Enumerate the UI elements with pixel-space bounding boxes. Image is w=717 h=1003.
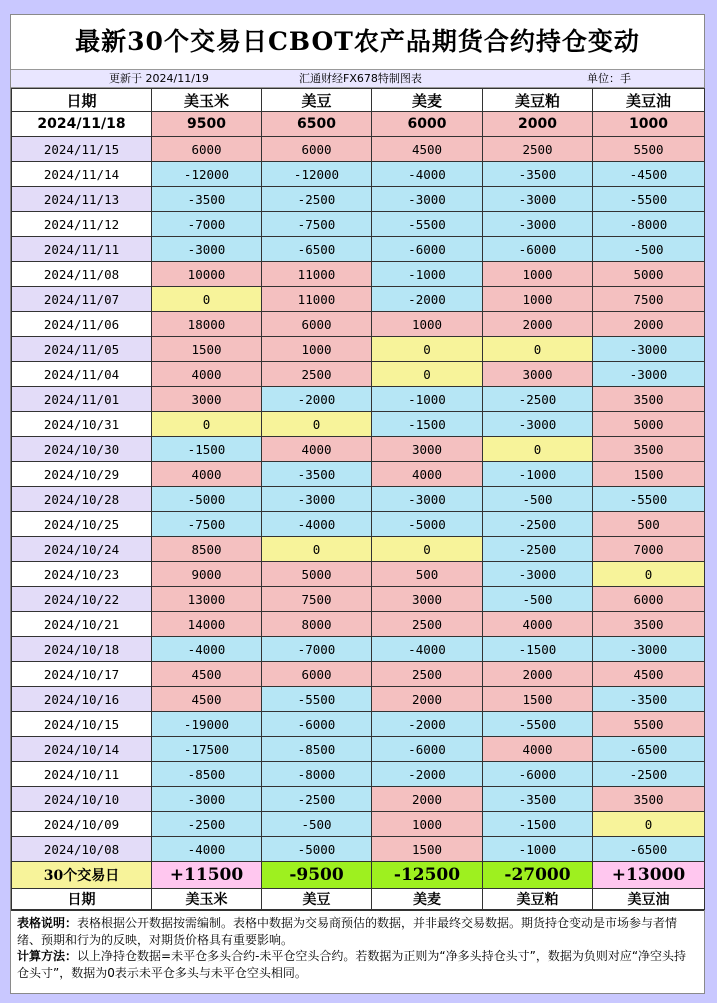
row-value: 7000 — [593, 537, 705, 562]
row-value: 3500 — [593, 612, 705, 637]
row-value: 0 — [593, 562, 705, 587]
row-value: -500 — [593, 237, 705, 262]
footer-col-2: 美麦 — [372, 889, 483, 910]
row-value: 3000 — [372, 587, 483, 612]
row-value: -6000 — [483, 762, 593, 787]
row-value: -3000 — [152, 787, 262, 812]
row-value: 3000 — [483, 362, 593, 387]
row-value: 0 — [372, 337, 483, 362]
row-value: -5000 — [262, 837, 372, 862]
row-value: 11000 — [262, 287, 372, 312]
table-row — [12, 662, 705, 687]
row-value: -8500 — [262, 737, 372, 762]
row-value: -4000 — [152, 637, 262, 662]
latest-value: 1000 — [593, 112, 705, 137]
table-row — [12, 837, 705, 862]
row-date: 2024/10/22 — [12, 587, 152, 612]
row-date: 2024/10/25 — [12, 512, 152, 537]
row-value: -7000 — [262, 637, 372, 662]
table-row — [12, 137, 705, 162]
row-value: 7500 — [593, 287, 705, 312]
total-value: -9500 — [262, 862, 372, 889]
row-value: 500 — [593, 512, 705, 537]
row-date: 2024/10/29 — [12, 462, 152, 487]
row-value: 3500 — [593, 387, 705, 412]
row-date: 2024/11/12 — [12, 212, 152, 237]
row-value: 8500 — [152, 537, 262, 562]
row-value: -1500 — [483, 637, 593, 662]
row-value: -6500 — [593, 837, 705, 862]
description-label: 表格说明： — [17, 916, 78, 930]
row-value: -3500 — [152, 187, 262, 212]
row-value: 2000 — [483, 312, 593, 337]
row-value: -1500 — [152, 437, 262, 462]
row-value: 0 — [483, 437, 593, 462]
row-value: 5000 — [593, 412, 705, 437]
row-value: -3000 — [372, 487, 483, 512]
row-date: 2024/10/21 — [12, 612, 152, 637]
table-row — [12, 687, 705, 712]
row-value: 1500 — [372, 837, 483, 862]
row-value: 4500 — [372, 137, 483, 162]
header-col-1: 美豆 — [262, 89, 372, 112]
row-value: 4500 — [152, 687, 262, 712]
latest-value: 9500 — [152, 112, 262, 137]
row-value: 2000 — [483, 662, 593, 687]
row-value: -1000 — [372, 262, 483, 287]
row-value: -4000 — [152, 837, 262, 862]
row-value: -3000 — [593, 362, 705, 387]
row-value: -3000 — [593, 337, 705, 362]
header-col-3: 美豆粕 — [483, 89, 593, 112]
row-value: 1500 — [593, 462, 705, 487]
row-value: 9000 — [152, 562, 262, 587]
row-value: -2000 — [372, 712, 483, 737]
total-value: -27000 — [483, 862, 593, 889]
row-value: -17500 — [152, 737, 262, 762]
row-value: 4500 — [593, 662, 705, 687]
row-date: 2024/11/01 — [12, 387, 152, 412]
row-date: 2024/10/30 — [12, 437, 152, 462]
row-value: 3000 — [372, 437, 483, 462]
row-value: 4000 — [262, 437, 372, 462]
row-value: 4000 — [152, 462, 262, 487]
row-value: -500 — [483, 487, 593, 512]
source-label: 汇通财经FX678特制图表 — [299, 72, 422, 85]
row-value: -12000 — [152, 162, 262, 187]
table-row — [12, 312, 705, 337]
row-value: -8000 — [593, 212, 705, 237]
latest-value: 2000 — [483, 112, 593, 137]
row-date: 2024/11/04 — [12, 362, 152, 387]
row-value: 4000 — [372, 462, 483, 487]
row-value: 4000 — [483, 612, 593, 637]
row-date: 2024/11/08 — [12, 262, 152, 287]
row-value: -1000 — [483, 462, 593, 487]
calculation-label: 计算方法： — [17, 949, 78, 963]
row-value: -3000 — [372, 187, 483, 212]
notes-block — [11, 910, 704, 981]
table-row — [12, 562, 705, 587]
row-value: 1000 — [372, 812, 483, 837]
row-value: -6000 — [483, 237, 593, 262]
row-value: -3500 — [483, 162, 593, 187]
row-value: -5500 — [262, 687, 372, 712]
row-value: 0 — [372, 362, 483, 387]
row-value: -6500 — [262, 237, 372, 262]
row-value: 2500 — [483, 137, 593, 162]
row-date: 2024/11/11 — [12, 237, 152, 262]
total-label: 30个交易日 — [12, 862, 152, 889]
row-date: 2024/10/16 — [12, 687, 152, 712]
row-date: 2024/10/15 — [12, 712, 152, 737]
row-value: -4000 — [372, 637, 483, 662]
row-value: 18000 — [152, 312, 262, 337]
latest-value: 6500 — [262, 112, 372, 137]
row-value: 6000 — [593, 587, 705, 612]
row-value: 3000 — [152, 387, 262, 412]
table-row — [12, 237, 705, 262]
table-row — [12, 762, 705, 787]
row-value: 0 — [483, 337, 593, 362]
row-date: 2024/10/09 — [12, 812, 152, 837]
row-date: 2024/11/14 — [12, 162, 152, 187]
row-value: 0 — [593, 812, 705, 837]
report-title: 最新30个交易日CBOT农产品期货合约持仓变动 — [11, 15, 704, 70]
row-date: 2024/11/05 — [12, 337, 152, 362]
table-row — [12, 437, 705, 462]
row-value: 10000 — [152, 262, 262, 287]
row-value: 3500 — [593, 787, 705, 812]
row-value: -6000 — [372, 737, 483, 762]
table-description — [17, 915, 698, 948]
row-value: 6000 — [152, 137, 262, 162]
row-value: -5500 — [593, 487, 705, 512]
table-row — [12, 162, 705, 187]
row-value: -5000 — [152, 487, 262, 512]
positions-table — [11, 88, 705, 910]
table-row — [12, 587, 705, 612]
row-value: 7500 — [262, 587, 372, 612]
header-col-2: 美麦 — [372, 89, 483, 112]
row-value: -7500 — [262, 212, 372, 237]
unit-label: 单位：手 — [587, 72, 631, 85]
row-value: -500 — [262, 812, 372, 837]
row-date: 2024/10/11 — [12, 762, 152, 787]
footer-col-0: 美玉米 — [152, 889, 262, 910]
row-value: 1000 — [372, 312, 483, 337]
calculation-method — [17, 948, 698, 981]
footer-col-4: 美豆油 — [593, 889, 705, 910]
row-value: -2500 — [593, 762, 705, 787]
latest-date: 2024/11/18 — [12, 112, 152, 137]
row-date: 2024/11/06 — [12, 312, 152, 337]
row-date: 2024/10/08 — [12, 837, 152, 862]
row-value: -1000 — [483, 837, 593, 862]
row-value: -1500 — [372, 412, 483, 437]
row-value: 6000 — [262, 137, 372, 162]
row-value: 4000 — [152, 362, 262, 387]
table-row — [12, 262, 705, 287]
total-row — [12, 862, 705, 889]
footer-date: 日期 — [12, 889, 152, 910]
row-value: 0 — [152, 412, 262, 437]
row-date: 2024/10/24 — [12, 537, 152, 562]
table-row — [12, 612, 705, 637]
row-value: -4000 — [262, 512, 372, 537]
row-value: -3500 — [593, 687, 705, 712]
table-row — [12, 712, 705, 737]
header-col-4: 美豆油 — [593, 89, 705, 112]
row-value: 0 — [152, 287, 262, 312]
row-value: -2000 — [372, 762, 483, 787]
row-value: -2500 — [152, 812, 262, 837]
row-value: 13000 — [152, 587, 262, 612]
table-row — [12, 787, 705, 812]
row-value: -5500 — [593, 187, 705, 212]
row-value: 5500 — [593, 137, 705, 162]
latest-value: 6000 — [372, 112, 483, 137]
row-value: 2500 — [372, 612, 483, 637]
footer-col-3: 美豆粕 — [483, 889, 593, 910]
row-value: 4500 — [152, 662, 262, 687]
row-date: 2024/11/13 — [12, 187, 152, 212]
row-value: -2500 — [483, 387, 593, 412]
table-row — [12, 537, 705, 562]
row-value: 8000 — [262, 612, 372, 637]
row-value: -3000 — [483, 412, 593, 437]
row-value: -4500 — [593, 162, 705, 187]
latest-row — [12, 112, 705, 137]
row-value: -8500 — [152, 762, 262, 787]
row-value: 1500 — [483, 687, 593, 712]
row-date: 2024/11/07 — [12, 287, 152, 312]
table-row — [12, 187, 705, 212]
row-value: -3000 — [152, 237, 262, 262]
table-row — [12, 737, 705, 762]
row-value: 6000 — [262, 662, 372, 687]
row-value: -3000 — [483, 212, 593, 237]
table-row — [12, 287, 705, 312]
row-value: -19000 — [152, 712, 262, 737]
row-value: -3000 — [483, 187, 593, 212]
table-row — [12, 812, 705, 837]
row-value: -3000 — [262, 487, 372, 512]
row-value: -4000 — [372, 162, 483, 187]
row-value: 500 — [372, 562, 483, 587]
row-value: -7000 — [152, 212, 262, 237]
row-value: 14000 — [152, 612, 262, 637]
row-date: 2024/11/15 — [12, 137, 152, 162]
row-value: -7500 — [152, 512, 262, 537]
total-value: -12500 — [372, 862, 483, 889]
table-row — [12, 387, 705, 412]
footer-row — [12, 889, 705, 910]
row-value: -2000 — [262, 387, 372, 412]
row-date: 2024/10/23 — [12, 562, 152, 587]
row-value: -2500 — [483, 512, 593, 537]
row-value: 5000 — [593, 262, 705, 287]
row-value: -1500 — [483, 812, 593, 837]
row-value: 2000 — [372, 787, 483, 812]
table-row — [12, 412, 705, 437]
row-value: -500 — [483, 587, 593, 612]
row-value: -1000 — [372, 387, 483, 412]
total-value: +11500 — [152, 862, 262, 889]
row-date: 2024/10/14 — [12, 737, 152, 762]
meta-bar — [11, 70, 704, 88]
row-value: 11000 — [262, 262, 372, 287]
table-row — [12, 362, 705, 387]
row-value: 1000 — [262, 337, 372, 362]
row-value: -3000 — [483, 562, 593, 587]
row-value: 2000 — [593, 312, 705, 337]
row-value: -2500 — [262, 187, 372, 212]
row-value: -2500 — [262, 787, 372, 812]
table-row — [12, 512, 705, 537]
header-row — [12, 89, 705, 112]
row-date: 2024/10/28 — [12, 487, 152, 512]
header-col-0: 美玉米 — [152, 89, 262, 112]
row-value: 2500 — [372, 662, 483, 687]
row-value: 4000 — [483, 737, 593, 762]
row-value: 5500 — [593, 712, 705, 737]
row-value: -6500 — [593, 737, 705, 762]
total-value: +13000 — [593, 862, 705, 889]
row-value: -2000 — [372, 287, 483, 312]
row-value: 0 — [372, 537, 483, 562]
row-value: -3000 — [593, 637, 705, 662]
row-date: 2024/10/10 — [12, 787, 152, 812]
row-value: -2500 — [483, 537, 593, 562]
row-date: 2024/10/31 — [12, 412, 152, 437]
row-date: 2024/10/18 — [12, 637, 152, 662]
row-value: 6000 — [262, 312, 372, 337]
row-value: -3500 — [483, 787, 593, 812]
row-value: -3500 — [262, 462, 372, 487]
row-value: 1500 — [152, 337, 262, 362]
table-row — [12, 637, 705, 662]
row-value: 2000 — [372, 687, 483, 712]
row-value: 3500 — [593, 437, 705, 462]
header-date: 日期 — [12, 89, 152, 112]
row-value: 1000 — [483, 262, 593, 287]
row-value: -6000 — [262, 712, 372, 737]
row-date: 2024/10/17 — [12, 662, 152, 687]
row-value: 2500 — [262, 362, 372, 387]
table-row — [12, 487, 705, 512]
row-value: 0 — [262, 537, 372, 562]
row-value: -6000 — [372, 237, 483, 262]
row-value: 5000 — [262, 562, 372, 587]
row-value: -12000 — [262, 162, 372, 187]
footer-col-1: 美豆 — [262, 889, 372, 910]
row-value: 1000 — [483, 287, 593, 312]
row-value: -8000 — [262, 762, 372, 787]
table-row — [12, 212, 705, 237]
calculation-text: 以上净持仓数据=未平仓多头合约-未平仓空头合约。若数据为正则为“净多头持仓头寸”，数据为负则对应“净空头持仓头寸”，数据为0表示未平仓多头与未平仓空头相同。 — [17, 949, 687, 980]
row-value: -5500 — [372, 212, 483, 237]
table-row — [12, 337, 705, 362]
row-value: -5000 — [372, 512, 483, 537]
update-date: 更新于 2024/11/19 — [109, 72, 209, 85]
row-value: -5500 — [483, 712, 593, 737]
description-text: 表格根据公开数据按需编制。表格中数据为交易商预估的数据，并非最终交易数据。期货持仓变动是市场参与者情绪、预期和行为的反映，对期货价格具有重要影响。 — [17, 916, 678, 947]
table-row — [12, 462, 705, 487]
row-value: 0 — [262, 412, 372, 437]
report-frame — [10, 14, 705, 994]
